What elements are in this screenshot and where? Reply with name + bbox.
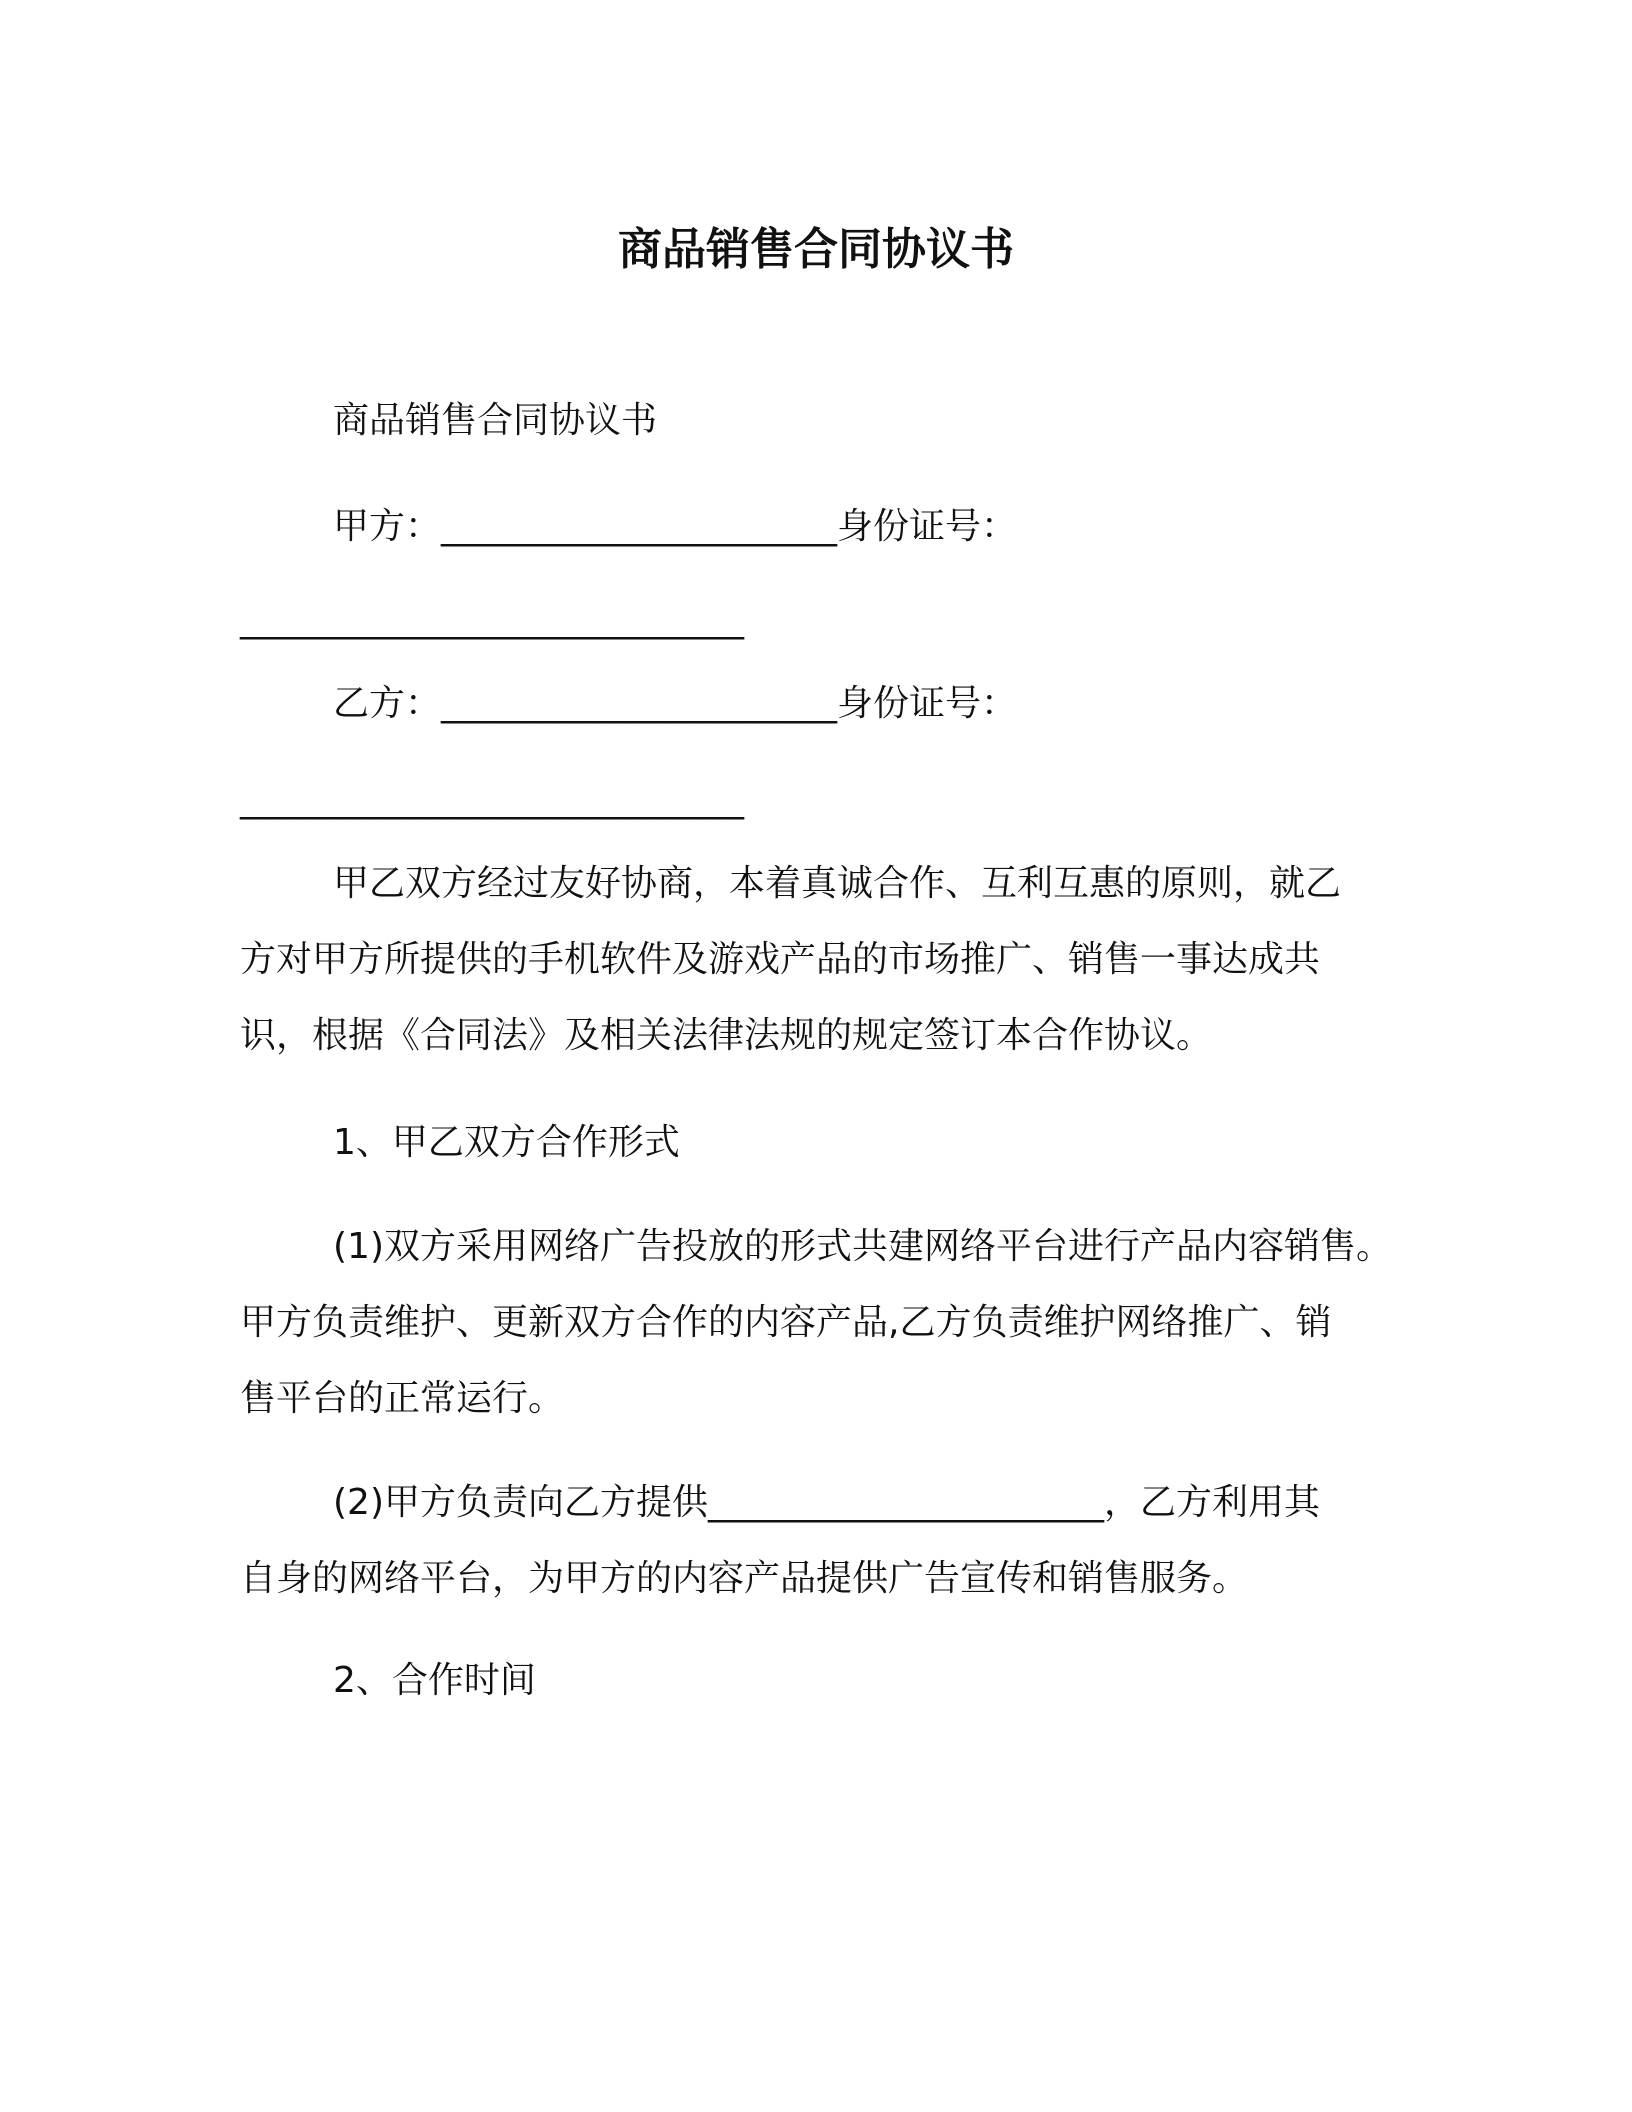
document-title: 商品销售合同协议书 xyxy=(618,224,1014,275)
subtitle: 商品销售合同协议书 xyxy=(333,400,658,441)
clause-1-line-2: 甲方负责维护、更新双方合作的内容产品,乙方负责维护网络推广、销 xyxy=(240,1302,1332,1343)
party-a-id-blank: ____________________________ xyxy=(240,599,744,640)
preamble-line-2: 方对甲方所提供的手机软件及游戏产品的市场推广、销售一事达成共 xyxy=(240,939,1321,980)
preamble-line-3: 识，根据《合同法》及相关法律法规的规定签订本合作协议。 xyxy=(240,1015,1213,1056)
section-2-heading: 2、合作时间 xyxy=(333,1660,536,1701)
party-b-line: 乙方：______________________身份证号： xyxy=(333,683,1018,724)
clause-2-line-2: 自身的网络平台，为甲方的内容产品提供广告宣传和销售服务。 xyxy=(240,1558,1249,1599)
clause-1-line-3: 售平台的正常运行。 xyxy=(240,1378,565,1419)
clause-2-line-1: (2)甲方负责向乙方提供______________________，乙方利用其 xyxy=(333,1482,1320,1523)
section-1-heading: 1、甲乙双方合作形式 xyxy=(333,1122,680,1163)
clause-1-line-1: (1)双方采用网络广告投放的形式共建网络平台进行产品内容销售。 xyxy=(333,1226,1392,1267)
party-a-line: 甲方：______________________身份证号： xyxy=(333,506,1018,547)
preamble-line-1: 甲乙双方经过友好协商，本着真诚合作、互利互惠的原则，就乙 xyxy=(333,863,1342,904)
party-b-id-blank: ____________________________ xyxy=(240,779,744,820)
